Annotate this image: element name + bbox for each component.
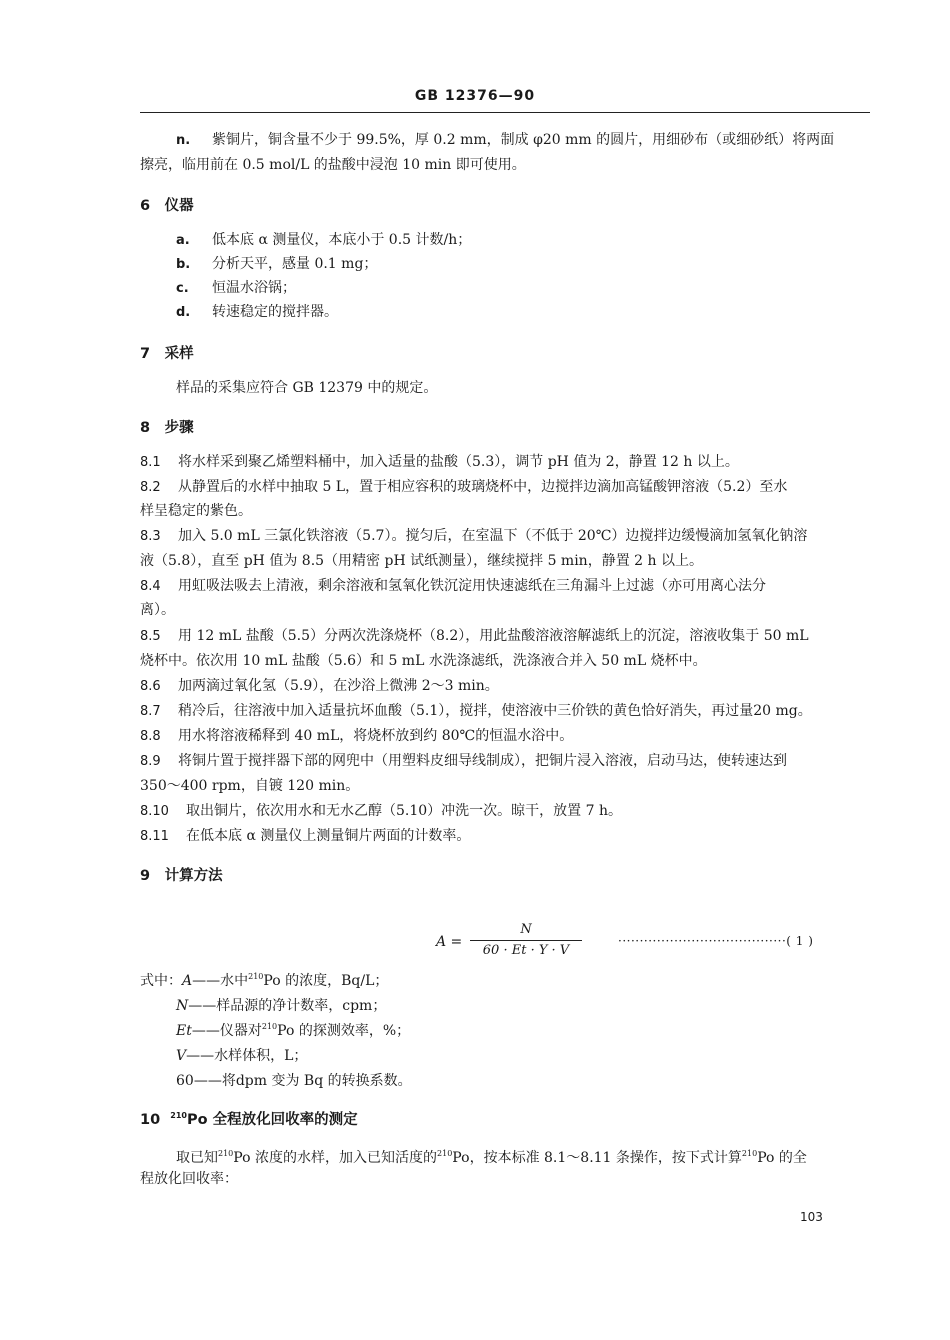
step-number: 8.5 <box>140 629 161 644</box>
definition-row <box>176 995 386 1015</box>
equation-number: ( 1 ) <box>786 934 814 948</box>
def-superscript: 210 <box>248 972 264 981</box>
step-number: 8.4 <box>140 579 161 594</box>
def-symbol: V <box>176 1048 187 1064</box>
definition-row <box>176 1020 410 1040</box>
superscript: 210 <box>741 1149 758 1158</box>
definitions-prefix: 式中： <box>140 973 182 989</box>
step-number: 8.9 <box>140 754 161 769</box>
step-number: 8.3 <box>140 529 161 544</box>
step-text: 加两滴过氧化氢（5.9），在沙浴上微沸 2～3 min。 <box>178 678 499 694</box>
item-n-label: n. <box>176 133 191 148</box>
formula-lhs: A = <box>436 934 463 950</box>
page-number: 103 <box>800 1210 823 1224</box>
step-text: 将铜片置于搅拌器下部的网兜中（用塑料皮细导线制成），把铜片浸入溶液，启动马达，使转速达到 <box>178 753 787 769</box>
text-run: Po，按本标准 8.1～8.11 条操作，按下式计算 <box>452 1150 742 1166</box>
step-text: 取出铜片，依次用水和无水乙醇（5.10）冲洗一次。晾干，放置 7 h。 <box>186 803 622 819</box>
section-10-line1 <box>176 1144 807 1168</box>
def-text: ——将dpm 变为 Bq 的转换系数。 <box>193 1073 412 1089</box>
item-label: d. <box>176 305 191 320</box>
step-number: 8.7 <box>140 704 161 719</box>
definition-row <box>140 970 388 990</box>
section-7-title: 7 采样 <box>140 346 194 362</box>
step-8-3 <box>140 526 807 547</box>
def-text: ——仪器对 <box>191 1023 262 1039</box>
formula-leader <box>618 934 813 948</box>
step-8-6 <box>140 676 499 697</box>
step-number: 8.6 <box>140 679 161 694</box>
section-6-item-b <box>176 254 377 275</box>
step-text: 用水将溶液稀释到 40 mL，将烧杯放到约 80℃的恒温水浴中。 <box>178 728 574 744</box>
step-text: 将水样采到聚乙烯塑料桶中，加入适量的盐酸（5.3），调节 pH 值为 2，静置 12 h 以上。 <box>178 454 739 470</box>
step-8-3-cont: 液（5.8），直至 pH 值为 8.5（用精密 pH 试纸测量），继续搅拌 5 min，静置 2 h 以上。 <box>140 553 703 569</box>
def-symbol: Et <box>176 1023 192 1039</box>
text-run: Po 的全 <box>757 1150 807 1166</box>
formula-numerator: N <box>520 922 532 937</box>
section-10-line2: 程放化回收率： <box>140 1171 238 1187</box>
definition-row <box>176 1070 412 1090</box>
step-8-5 <box>140 626 809 647</box>
section-10-heading: Po 全程放化回收率的测定 <box>187 1112 358 1128</box>
step-8-2 <box>140 477 787 498</box>
text-run: Po 浓度的水样，加入已知活度的 <box>233 1150 438 1166</box>
text-run: 取已知 <box>176 1150 218 1166</box>
section-9-title: 9 计算方法 <box>140 868 223 884</box>
step-text: 用 12 mL 盐酸（5.5）分两次洗涤烧杯（8.2），用此盐酸溶液溶解滤纸上的沉淀，溶液收集于 50 mL <box>178 628 809 644</box>
section-10-number: 10 <box>140 1112 161 1128</box>
item-text: 分析天平，感量 0.1 mg； <box>212 256 378 272</box>
step-8-5-cont: 烧杯中。依次用 10 mL 盐酸（5.6）和 5 mL 水洗涤滤纸，洗涤液合并入 50 mL 烧杯中。 <box>140 653 707 669</box>
formula-fraction <box>470 922 582 958</box>
step-8-9-cont: 350～400 rpm，自镀 120 min。 <box>140 778 360 794</box>
step-8-4 <box>140 576 766 597</box>
fraction-bar <box>470 940 582 941</box>
step-number: 8.8 <box>140 729 161 744</box>
item-text: 恒温水浴锅； <box>212 280 296 296</box>
formula-denominator: 60 · Et · Y · V <box>482 943 570 958</box>
item-n-line1 <box>176 130 834 151</box>
header-rule <box>140 112 870 113</box>
section-8-title: 8 步骤 <box>140 420 194 436</box>
item-text: 转速稳定的搅拌器。 <box>212 304 338 320</box>
step-number: 8.11 <box>140 829 169 844</box>
section-6-item-a <box>176 230 471 251</box>
step-number: 8.1 <box>140 455 161 470</box>
item-label: a. <box>176 233 190 248</box>
def-symbol: 60 <box>176 1073 194 1089</box>
step-text: 加入 5.0 mL 三氯化铁溶液（5.7）。搅匀后，在室温下（不低于 20℃）边搅拌边缓慢滴加氢氧化钠溶 <box>178 528 808 544</box>
item-text: 低本底 α 测量仪，本底小于 0.5 计数/h； <box>212 232 472 248</box>
step-8-7 <box>140 701 812 722</box>
def-text: ——水中 <box>192 973 249 989</box>
item-n-line2: 擦亮，临用前在 0.5 mol/L 的盐酸中浸泡 10 min 即可使用。 <box>140 157 526 173</box>
step-text: 在低本底 α 测量仪上测量铜片两面的计数率。 <box>186 828 471 844</box>
step-8-10 <box>140 801 622 822</box>
section-6-title: 6 仪器 <box>140 198 194 214</box>
section-6-item-d <box>176 302 338 323</box>
item-n-text1: 紫铜片，铜含量不少于 99.5%，厚 0.2 mm，制成 φ20 mm 的圆片，用细砂布（或细砂纸）将两面 <box>212 132 835 148</box>
def-symbol: A <box>182 973 193 989</box>
section-10-superscript: 210 <box>170 1111 187 1120</box>
step-text: 从静置后的水样中抽取 5 L，置于相应容积的玻璃烧杯中，边搅拌边滴加高锰酸钾溶液（5.2）至水 <box>178 479 788 495</box>
definition-row <box>176 1045 307 1065</box>
def-text-rest: Po 的探测效率，%； <box>277 1023 411 1039</box>
section-6-item-c <box>176 278 296 299</box>
step-8-11 <box>140 826 470 847</box>
item-label: b. <box>176 257 191 272</box>
formula-dots: ······································· <box>618 934 787 948</box>
section-7-text: 样品的采集应符合 GB 12379 中的规定。 <box>176 380 438 396</box>
item-label: c. <box>176 281 189 296</box>
def-symbol: N <box>176 998 189 1014</box>
def-text-rest: Po 的浓度，Bq/L； <box>263 973 389 989</box>
page-header: GB 12376—90 <box>414 88 536 104</box>
superscript: 210 <box>218 1149 234 1158</box>
superscript: 210 <box>437 1149 453 1158</box>
step-number: 8.2 <box>140 480 161 495</box>
def-text: ——样品源的净计数率，cpm； <box>188 998 387 1014</box>
def-superscript: 210 <box>261 1022 278 1031</box>
step-text: 稍冷后，往溶液中加入适量抗坏血酸（5.1），搅拌，使溶液中三价铁的黄色恰好消失，再过量20 mg。 <box>178 703 812 719</box>
def-text: ——水样体积，L； <box>186 1048 308 1064</box>
step-8-8 <box>140 726 573 747</box>
step-text: 用虹吸法吸去上清液，剩余溶液和氢氧化铁沉淀用快速滤纸在三角漏斗上过滤（亦可用离心法分 <box>178 578 766 594</box>
step-8-9 <box>140 751 787 772</box>
step-8-1 <box>140 452 739 473</box>
step-8-2-cont: 样呈稳定的紫色。 <box>140 503 252 519</box>
section-10-title <box>140 1108 358 1129</box>
step-number: 8.10 <box>140 804 169 819</box>
step-8-4-cont: 离）。 <box>140 602 175 618</box>
